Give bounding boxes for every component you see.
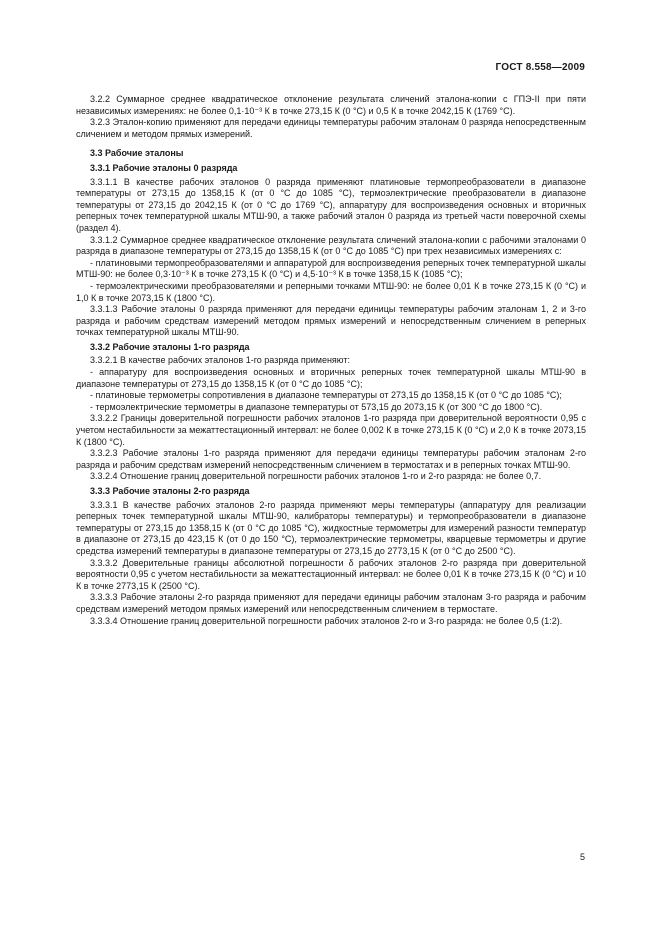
paragraph-3-3-2-4: 3.3.2.4 Отношение границ доверительной погрешности рабочих эталонов 1-го и 2-го разряда: не более 0,7. [90, 471, 542, 482]
paragraph-3-3-1-2: 3.3.1.2 Суммарное среднее квадратическое отклонение результата сличений эталона-копии с рабочими эталонами 0 разряда в диапазоне температуры от 273,15 до 1358,15 К (от 0 °С до 1085 °С) при трех независимых измерениях с: [76, 234, 586, 257]
paragraph-3-3-3-3: 3.3.3.3 Рабочие эталоны 2-го разряда применяют для передачи единицы рабочим эталонам 3-го разряда и рабочим средствам измерений методом прямых измерений или непосредственным сличением в термостате. [76, 592, 586, 614]
section-heading-3-3: 3.3 Рабочие эталоны [90, 148, 184, 159]
paragraph-3-2-2: 3.2.2 Суммарное среднее квадратическое отклонение результата сличений эталона-копии с ГПЭ-II при пяти независимых измерениях: не более 0,1·10⁻³ К в точке 273,15 К (0 °С) и 0,5 К в точке 2042,15 К (1769 °С). [76, 94, 586, 116]
subsection-heading-3-3-3: 3.3.3 Рабочие эталоны 2-го разряда [90, 486, 250, 496]
list-item-3-3-2-1-c: - термоэлектрические термометры в диапазоне температуры от 573,15 до 2073,15 К (от 300 °С до 1800 °С). [90, 401, 543, 412]
paragraph-3-3-3-2: 3.3.3.2 Доверительные границы абсолютной погрешности δ рабочих эталонов 2-го разряда при доверительной вероятности 0,95 с учетом нестабильности за межаттестационный интервал: не более 0,01 К в точке 273,15 К (0 °С) и 10 К в точке 2773,15 К (2500 °С). [76, 557, 586, 591]
paragraph-3-3-1-1: 3.3.1.1 В качестве рабочих эталонов 0 разряда применяют платиновые термопреобразователи в диапазоне температуры от 273,15 до 1358,15 К (от 0 °С до 1085 °С), термоэлектрические преобразователи в диапазоне температуры от 273,15 до 2042,15 К (от 0 °С до 1769 °С), аппаратуру для воспроизведения основных и вторичных реперных точек температурной шкалы МТШ-90, а также рабочий эталон 0 разряда из третьей части поверочной схемы (раздел 4). [76, 176, 586, 233]
list-item-3-3-1-2-b: - термоэлектрическими преобразователями и реперными точками МТШ-90: не более 0,01 К в точке 273,15 К (0 °С) и 1,0 К в точке 2073,15 К (1800 °С). [76, 280, 586, 303]
paragraph-3-3-2-3: 3.3.2.3 Рабочие эталоны 1-го разряда применяют для передачи единицы температуры рабочим эталонам 2-го разряда и рабочим средствам измерений непосредственным сличением в термостатах и в реперных точках МТШ-90. [76, 448, 586, 470]
list-item-3-3-2-1-b: - платиновые термометры сопротивления в диапазоне температуры от 273,15 до 1358,15 К (от 0 °С до 1085 °С); [90, 390, 562, 401]
document-header-gost-number: ГОСТ 8.558—2009 [495, 62, 585, 73]
paragraph-3-3-3-4: 3.3.3.4 Отношение границ доверительной погрешности рабочих эталонов 2-го и 3-го разряда: не более 0,5 (1:2). [90, 615, 563, 626]
paragraph-3-3-2-2: 3.3.2.2 Границы доверительной погрешности рабочих эталонов 1-го разряда при доверительной вероятности 0,95 с учетом нестабильности за межаттестационный интервал: не более 0,002 К в точке 273,15 К (0 °С) и 2,0 К в точке 2073,15 К (1800 °С). [76, 413, 586, 447]
list-item-3-3-2-1-a: - аппаратуру для воспроизведения основных и вторичных реперных точек температурной шкалы МТШ-90 в диапазоне температуры от 273,15 до 1358,15 К (от 0 °С до 1085 °С); [76, 367, 586, 389]
subsection-heading-3-3-2: 3.3.2 Рабочие эталоны 1-го разряда [90, 341, 250, 352]
list-item-3-3-1-2-a: - платиновыми термопреобразователями и аппаратурой для воспроизведения реперных точек температурной шкалы МТШ-90: не более 0,3·10⁻³ К в точке 273,15 К (0 °С) и 4,5·10⁻³ К в точке 1358,15 К (1085 °С); [76, 257, 586, 280]
paragraph-3-3-1-3: 3.3.1.3 Рабочие эталоны 0 разряда применяют для передачи единицы температуры рабочим эталонам 1, 2 и 3-го разряда и рабочим средствам измерений методом прямых измерений и непосредственным сличением в реперных точках температурной шкалы МТШ-90. [76, 304, 586, 338]
paragraph-3-2-3: 3.2.3 Эталон-копию применяют для передачи единицы температуры рабочим эталонам 0 разряда непосредственным сличением и методом прямых измерений. [76, 117, 586, 139]
paragraph-3-3-3-1: 3.3.3.1 В качестве рабочих эталонов 2-го разряда применяют меры температуры (аппаратуру для реализации реперных точек температурной шкалы МТШ-90, калибраторы температуры) и термопреобразователи в диапазоне температуры от 273,15 до 1358,15 К (от 0 °С до 1085 °С), жидкостные термометры для измерений разности температур в диапазоне от 273,15 до 423,15 К (от 0 до 150 °С), термоэлектрические термометры, кварцевые термометры и другие средства измерений температуры в диапазоне температуры от 273,15 до 2773,15 К (от 0 °С до 2500 °С). [76, 499, 586, 556]
page-body [76, 94, 586, 627]
page-number: 5 [579, 852, 585, 862]
paragraph-3-3-2-1: 3.3.2.1 В качестве рабочих эталонов 1-го разряда применяют: [90, 355, 350, 366]
subsection-heading-3-3-1: 3.3.1 Рабочие эталоны 0 разряда [90, 162, 238, 173]
